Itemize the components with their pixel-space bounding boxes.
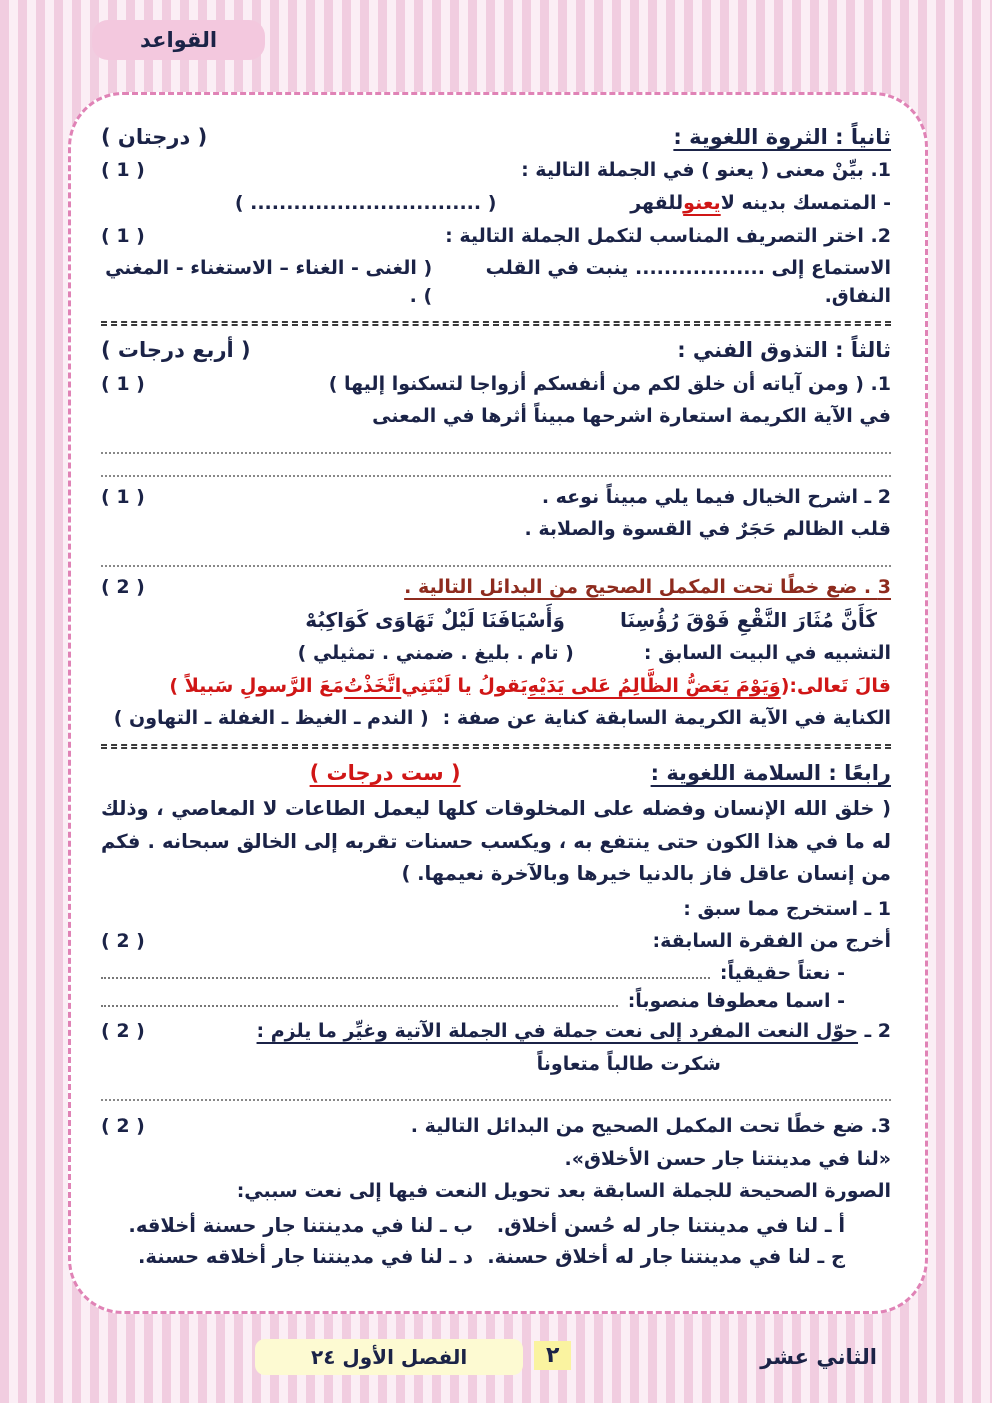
kinaya-choices[interactable]: ( الندم ـ الغيظ ـ الغفلة ـ التهاون ) <box>113 707 429 730</box>
s3-poetry-verse-row <box>101 606 891 635</box>
s2-question2-sentence[interactable]: الاستماع إلى .................. ينبت في القلب النفاق. <box>485 257 891 307</box>
option-d[interactable]: د ـ لنا في مدينتنا جار أخلاقه حسنة. <box>138 1244 473 1268</box>
quran-quote-underlined: وَيَوْمَ يَعَضُّ الظَّالِمُ عَلى يَدَيْهِ <box>527 674 781 697</box>
s4-question2-number: 2 ـ <box>864 1020 891 1043</box>
s2-question2-row <box>101 223 891 251</box>
s3-kinaya-row <box>101 705 891 733</box>
page-number: ٢ <box>534 1341 571 1370</box>
options-row-1 <box>101 1214 891 1237</box>
section-two-header <box>101 122 891 152</box>
answer-line[interactable] <box>101 461 891 477</box>
s2-sentence-post: للقهر <box>630 191 684 214</box>
s3-question3-text: 3 . ضع خطًا تحت المكمل الصحيح من البدائل التالية . <box>404 575 891 598</box>
option-a[interactable]: أ ـ لنا في مدينتنا جار له حُسن أخلاق. <box>496 1213 845 1237</box>
term-badge: الفصل الأول ٢٤ <box>255 1339 523 1375</box>
s4-question2-sentence-row <box>101 1051 891 1079</box>
extract-item-2-answer-line[interactable] <box>101 994 618 1007</box>
kinaya-prompt: الكناية في الآية الكريمة السابقة كناية عن صفة : <box>442 707 891 730</box>
extract-item-1-answer-line[interactable] <box>101 966 710 979</box>
s4-question2-row <box>101 1018 891 1046</box>
s2-question2-text: 2. اختر التصريف المناسب لتكمل الجملة التالية : <box>445 224 891 247</box>
s3-question2-mark: ( 1 ) <box>101 485 145 508</box>
s2-question1-text: 1. بيِّنْ معنى ( يعنو ) في الجملة التالية : <box>521 159 891 182</box>
s4-question1-mark: ( 2 ) <box>101 930 145 953</box>
section-two-title: ثانياً : الثروة اللغوية : <box>673 125 891 149</box>
s4-question3-prompt-row <box>101 1178 891 1206</box>
s3-question3-mark: ( 2 ) <box>101 575 145 598</box>
option-c[interactable]: ج ـ لنا في مدينتنا جار له أخلاق حسنة. <box>487 1244 845 1268</box>
section-separator <box>101 321 891 326</box>
s3-quran-quote-row <box>101 673 891 701</box>
options-row-2 <box>101 1245 891 1268</box>
verse-second-hemistich: وَأَسْيَافَنَا لَيْلٌ تَهَاوَى كَوَاكِبُهْ <box>305 608 565 633</box>
s3-question1-prompt-row <box>101 403 891 431</box>
grade-label: الثاني عشر <box>760 1345 877 1369</box>
s2-question1-sentence-row <box>101 190 891 218</box>
s2-question2-sentence-row <box>101 255 891 310</box>
s3-question1-mark: ( 1 ) <box>101 372 145 395</box>
s4-reading-passage: ( خلق الله الإنسان وفضله على المخلوقات كلها ليعمل الطاعات لا المعاصي ، وذلك له ما في هذا الكون حتى ينتفع به ، ويكسب حسنات تقربه إلى الخالق سبحانه . فكم من إنسان عاقل فاز بالدنيا خيرها وبالآخرة نعيمها. ) <box>101 797 891 885</box>
s3-question2-row <box>101 484 891 512</box>
section-three-title: ثالثاً : التذوق الفني : <box>677 338 891 363</box>
simile-choices[interactable]: ( تام . بليغ . ضمني . تمثيلي ) <box>297 642 574 665</box>
s4-question1-sub-row <box>101 928 891 956</box>
quran-quote-pre: قالَ تَعالى:( <box>780 674 891 697</box>
s2-sentence-pre: - المتمسك بدينه لا <box>720 191 891 214</box>
section-separator <box>101 744 891 749</box>
section-four-header <box>101 758 891 788</box>
answer-line[interactable] <box>101 1085 891 1101</box>
s2-answer-blank[interactable]: ( ................................ ) <box>234 191 497 214</box>
s3-question2-sentence-row <box>101 516 891 544</box>
s4-extract-item-2 <box>101 990 891 1012</box>
quran-quote-post: مَعَ الرَّسولِ سَبيلاً ) <box>169 674 344 697</box>
section-three-marks: ( أربع درجات ) <box>101 338 251 363</box>
s3-question1-prompt: في الآية الكريمة استعارة اشرحها مبيناً أثرها في المعنى <box>372 405 891 428</box>
section-three-header <box>101 335 891 365</box>
s2-question2-choices[interactable]: ( الغنى - الغناء – الاستغناء - المغني ) . <box>105 257 433 307</box>
subject-badge: القواعد <box>92 20 265 60</box>
quran-quote-underlined-2: اتَّخَذْتُ <box>343 674 402 697</box>
s4-question3-text: 3. ضع خطًا تحت المكمل الصحيح من البدائل التالية . <box>410 1115 891 1138</box>
s4-question3-prompt: الصورة الصحيحة للجملة السابقة بعد تحويل النعت فيها إلى نعت سببي: <box>236 1180 891 1203</box>
s2-question1-row <box>101 157 891 185</box>
s4-question3-mark: ( 2 ) <box>101 1115 145 1138</box>
s3-question2-sentence: قلب الظالم حَجَرٌ في القسوة والصلابة . <box>524 518 891 541</box>
section-two-marks: ( درجتان ) <box>101 125 208 149</box>
extract-item-2-label: - اسما معطوفا منصوباً: <box>627 990 845 1013</box>
option-b[interactable]: ب ـ لنا في مدينتنا جار حسنة أخلاقه. <box>128 1213 473 1237</box>
s4-extract-item-1 <box>101 962 891 984</box>
s3-simile-row <box>101 640 891 668</box>
section-four-marks: ( ست درجات ) <box>309 760 461 785</box>
s3-question1-row <box>101 371 891 399</box>
page-footer <box>0 1339 992 1381</box>
s3-question3-row <box>101 574 891 602</box>
s4-question1-subtext: أخرج من الفقرة السابقة: <box>652 930 891 953</box>
answer-line[interactable] <box>101 551 891 567</box>
s4-question1-row <box>101 896 891 924</box>
verse-first-hemistich: كَأَنَّ مُثَارَ النَّقْعِ فَوْقَ رُؤُسِنَا <box>619 608 877 633</box>
simile-prompt: التشبيه في البيت السابق : <box>643 642 891 665</box>
quran-quote-mid: يَقولُ يا لَيْتَنِي <box>401 674 528 697</box>
section-four-title: رابعًا : السلامة اللغوية : <box>650 760 891 785</box>
s2-sentence-keyword: يعنو <box>683 191 721 214</box>
s4-question2-mark: ( 2 ) <box>101 1020 145 1043</box>
s4-question2-text: حوّل النعت المفرد إلى نعت جملة في الجملة الآتية وغيِّر ما يلزم : <box>256 1020 859 1043</box>
extract-item-1-label: - نعتاً حقيقياً: <box>719 962 845 985</box>
content-panel <box>68 92 928 1314</box>
s3-question1-verse: 1. ( ومن آياته أن خلق لكم من أنفسكم أزواجا لتسكنوا إليها ) <box>328 372 891 395</box>
s4-question3-row <box>101 1113 891 1141</box>
s3-question2-text: 2 ـ اشرح الخيال فيما يلي مبيناً نوعه . <box>541 485 891 508</box>
answer-line[interactable] <box>101 438 891 454</box>
s4-question2-group <box>257 1018 891 1046</box>
s4-question2-sentence: شكرت طالباً متعاوناً <box>536 1052 721 1075</box>
s2-answer-area <box>101 190 630 218</box>
s4-question3-sentence: «لنا في مدينتنا جار حسن الأخلاق». <box>564 1147 891 1170</box>
s4-question1-text: 1 ـ استخرج مما سبق : <box>683 897 891 920</box>
s2-question1-mark: ( 1 ) <box>101 159 145 182</box>
s4-question3-sentence-row <box>101 1146 891 1174</box>
s2-question2-mark: ( 1 ) <box>101 224 145 247</box>
